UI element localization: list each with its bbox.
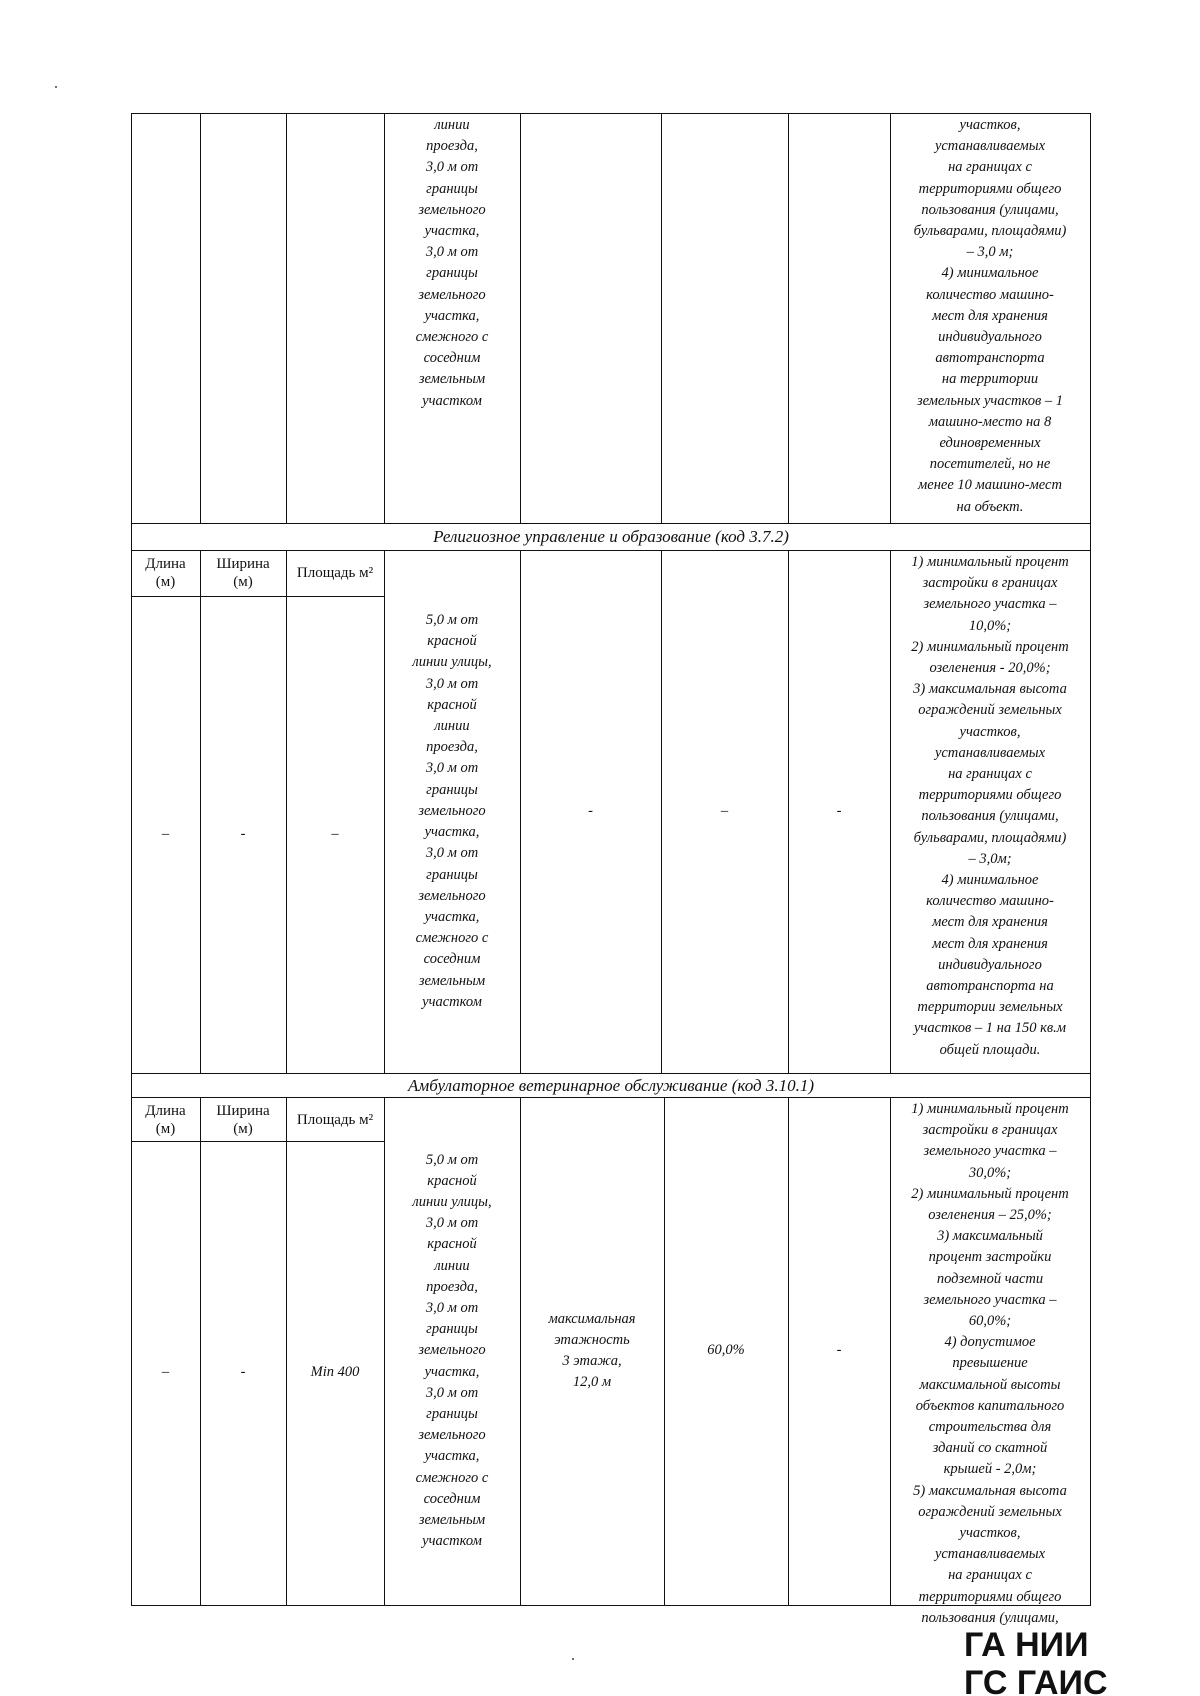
- header-area: Площадь м²: [296, 565, 374, 581]
- continuation-params: участков, устанавливаемых на границах с территориями общего пользования (улицами, бульварами, площадями) – 3,0 м; 4) минимальное количество машино- мест для хранения индивидуального автотранспорта на территории земельных участков – 1 машино-место на 8 единовременных посетителей, но не менее 10 машино-мест на объект.: [913, 117, 1067, 515]
- value-setback: 5,0 м от красной линии улицы, 3,0 м от красной линии проезда, 3,0 м от границы земельного участка, 3,0 м от границы земельного участка, смежного с соседним земельным участком: [412, 612, 492, 1010]
- value-width: -: [240, 825, 246, 842]
- value-floors: -: [588, 802, 593, 819]
- scan-speck: [572, 1658, 574, 1660]
- column-line: [286, 113, 287, 523]
- header-width: Ширина (м): [216, 556, 270, 590]
- value-width: -: [240, 1364, 246, 1381]
- header-area: Площадь м²: [296, 1112, 374, 1128]
- header-length: Длина (м): [145, 556, 186, 590]
- column-line: [788, 113, 789, 523]
- section-title-veterinary: Амбулаторное ветеринарное обслуживание (код 3.10.1): [408, 1076, 814, 1095]
- header-length: Длина (м): [145, 1103, 186, 1137]
- value-extra: -: [836, 1342, 842, 1359]
- section-title-religious: Религиозное управление и образование (код 3.7.2): [433, 527, 789, 546]
- continuation-setback: линии проезда, 3,0 м от границы земельного участка, 3,0 м от границы земельного участка, смежного с соседним земельным участком: [415, 117, 489, 409]
- table-border-top: [131, 113, 1091, 114]
- table-border-right: [1090, 113, 1091, 1606]
- value-area: Min 400: [310, 1364, 360, 1381]
- row-line: [131, 523, 1091, 524]
- column-line: [520, 113, 521, 523]
- regulations-table: [131, 113, 1091, 1626]
- value-area: –: [331, 825, 339, 842]
- column-line: [200, 113, 201, 523]
- value-coverage: 60,0%: [707, 1342, 745, 1359]
- logo-text-bottom: ГС ГАИС: [964, 1664, 1108, 1696]
- value-length: –: [161, 825, 170, 842]
- value-floors: максимальная этажность 3 этажа, 12,0 м: [548, 1310, 636, 1391]
- scan-speck: [55, 86, 57, 88]
- value-extra: -: [836, 802, 842, 819]
- institute-logo: [960, 1622, 1160, 1696]
- logo-text-top: ГА НИИ: [964, 1626, 1089, 1664]
- value-params: 1) минимальный процент застройки в границах земельного участка – 10,0%; 2) минимальный процент озеленения - 20,0%; 3) максимальная высота ограждений земельных участков, устанавливаемых на границах с территориями общего пользования (улицами, бульварами, площадями) – 3,0м; 4) минимальное количество машино- мест для хранения мест для хранения индивидуального автотранспорта на территории земельных участков – 1 на 150 кв.м общей площади.: [911, 554, 1069, 1058]
- row-line: [131, 1073, 1091, 1074]
- value-length: –: [161, 1364, 170, 1381]
- column-line: [661, 113, 662, 523]
- value-setback: 5,0 м от красной линии улицы, 3,0 м от красной линии проезда, 3,0 м от границы земельного участка, 3,0 м от границы земельного участка, смежного с соседним земельным участком: [412, 1151, 492, 1550]
- value-coverage: –: [720, 802, 729, 819]
- header-width: Ширина (м): [216, 1103, 270, 1137]
- value-params: 1) минимальный процент застройки в границах земельного участка – 30,0%; 2) минимальный процент озеленения – 25,0%; 3) максимальный процент застройки подземной части земельного участка – 60,0%; 4) допустимое превышение максимальной высоты объектов капитального строительства для зданий со скатной крышей - 2,0м; 5) максимальная высота ограждений земельных участков, устанавливаемых на границах с территориями общего пользования (улицами,: [911, 1101, 1069, 1626]
